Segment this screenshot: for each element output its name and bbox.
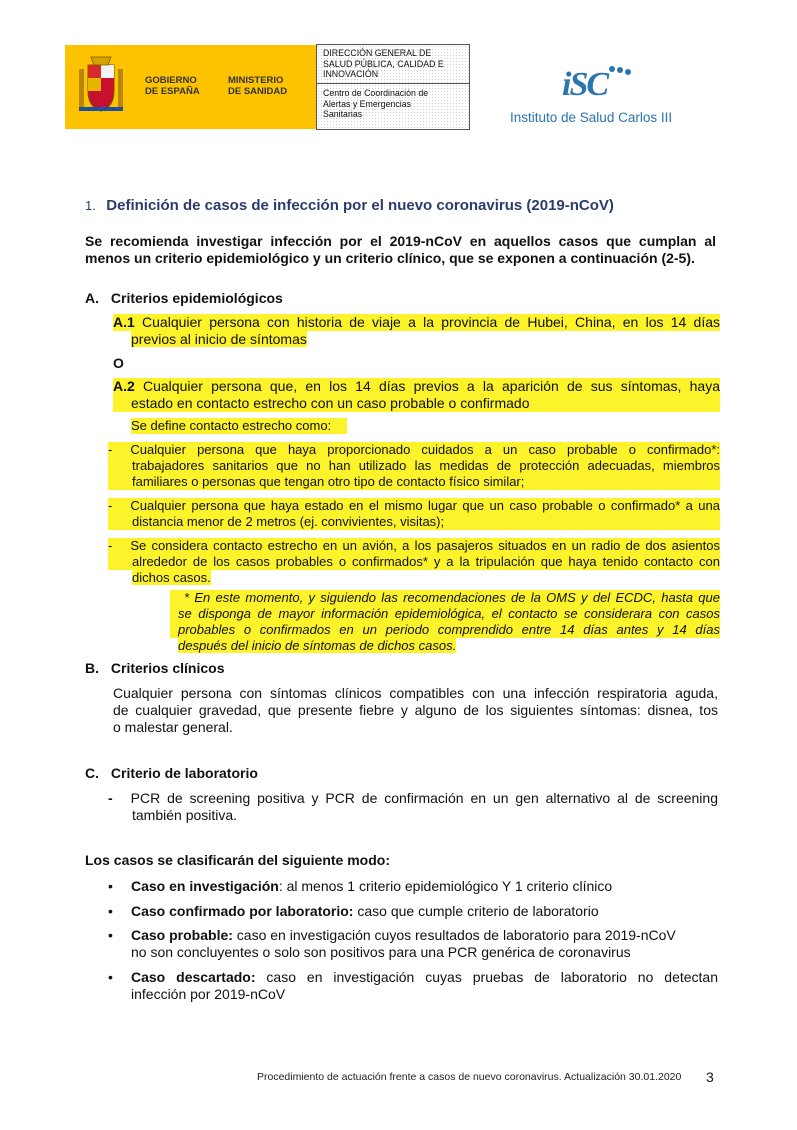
or-separator: O [113,355,124,371]
criterio-b-heading: B. Criterios clínicos [85,660,225,676]
contact-item-3: - Se considera contacto estrecho en un avión, a los pasajeros situados en un radio de dos asientos alrededor de los casos probables o confirmados* y a la tripulación que haya tenido contacto con dichos casos. [108,538,720,585]
contact-definition: Se define contacto estrecho como: [113,418,347,434]
intro-paragraph: Se recomienda investigar infección por el 2019-nCoV en aquellos casos que cumplan al menos un criterio epidemiológico y un criterio clínico, que se exponen a continuación (2-5). [85,233,716,266]
clasificacion-item-4: • Caso descartado: caso en investigación cuyas pruebas de laboratorio no detectan infección por 2019-nCoV [108,969,719,1002]
gobierno-label: GOBIERNO DE ESPAÑA [145,75,200,97]
contact-item-2: - Cualquier persona que haya estado en el mismo lugar que un caso probable o confirmado* a una distancia menor de 2 metros (ej. convivientes, visitas); [108,498,720,529]
criterio-c-text: - PCR de screening positiva y PCR de confirmación en un gen alternativo al de screening también positiva. [108,790,718,823]
criterio-a1: A.1 Cualquier persona con historia de viaje a la provincia de Hubei, China, en los 14 días previos al inicio de síntomas [113,314,720,347]
section-title: 1. Definición de casos de infección por el nuevo coronavirus (2019-nCoV) [85,197,614,214]
criterio-c-heading: C. Criterio de laboratorio [85,765,258,781]
who-ecdc-note: * En este momento, y siguiendo las recomendaciones de la OMS y del ECDC, hasta que se disponga de mayor información epidemiológica, el contacto se considerara con casos probables o confirmados en un periodo comprendido entre 14 días antes y 14 días después del inicio de síntomas de dichos casos. [170,590,720,654]
clasificacion-item-3: • Caso probable: caso en investigación cuyos resultados de laboratorio para 2019-nCoV no son concluyentes o solo son positivos para una PCR genérica de coronavirus [108,927,676,960]
footer-text: Procedimiento de actuación frente a casos de nuevo coronavirus. Actualización 30.01.2020 [257,1071,682,1083]
isciii-monogram: iSC [562,66,608,103]
direccion-general-box: DIRECCIÓN GENERAL DE SALUD PÚBLICA, CALIDAD E INNOVACIÓN Centro de Coordinación de Alertas y Emergencias Sanitarias [316,44,470,130]
government-logo-band [65,45,316,129]
coat-of-arms-icon [75,55,127,119]
criterio-a2: A.2 Cualquier persona que, en los 14 días previos a la aparición de sus síntomas, haya estado en contacto estrecho con un caso probable o confirmado [113,378,720,411]
criterio-b-text: Cualquier persona con síntomas clínicos compatibles con una infección respiratoria aguda, de cualquier gravedad, que presente fiebre y alguno de los siguientes síntomas: disnea, tos o malestar general. [113,685,718,735]
isciii-name: Instituto de Salud Carlos III [510,110,673,125]
page-number: 3 [706,1069,714,1085]
criterio-a-heading: A. Criterios epidemiológicos [85,290,283,306]
clasificacion-item-2: • Caso confirmado por laboratorio: caso que cumple criterio de laboratorio [108,903,599,919]
clasificacion-heading: Los casos se clasificarán del siguiente modo: [85,852,390,868]
ministerio-label: MINISTERIO DE SANIDAD [228,75,288,97]
contact-item-1: - Cualquier persona que haya proporcionado cuidados a un caso probable o confirmado*: trabajadores sanitarios que no han utilizado las medidas de protección adecuadas, miembros familiares o personas que tengan otro tipo de contacto físico similar; [108,442,720,489]
clasificacion-item-1: • Caso en investigación: al menos 1 criterio epidemiológico Y 1 criterio clínico [108,878,613,894]
isciii-logo [510,64,680,130]
